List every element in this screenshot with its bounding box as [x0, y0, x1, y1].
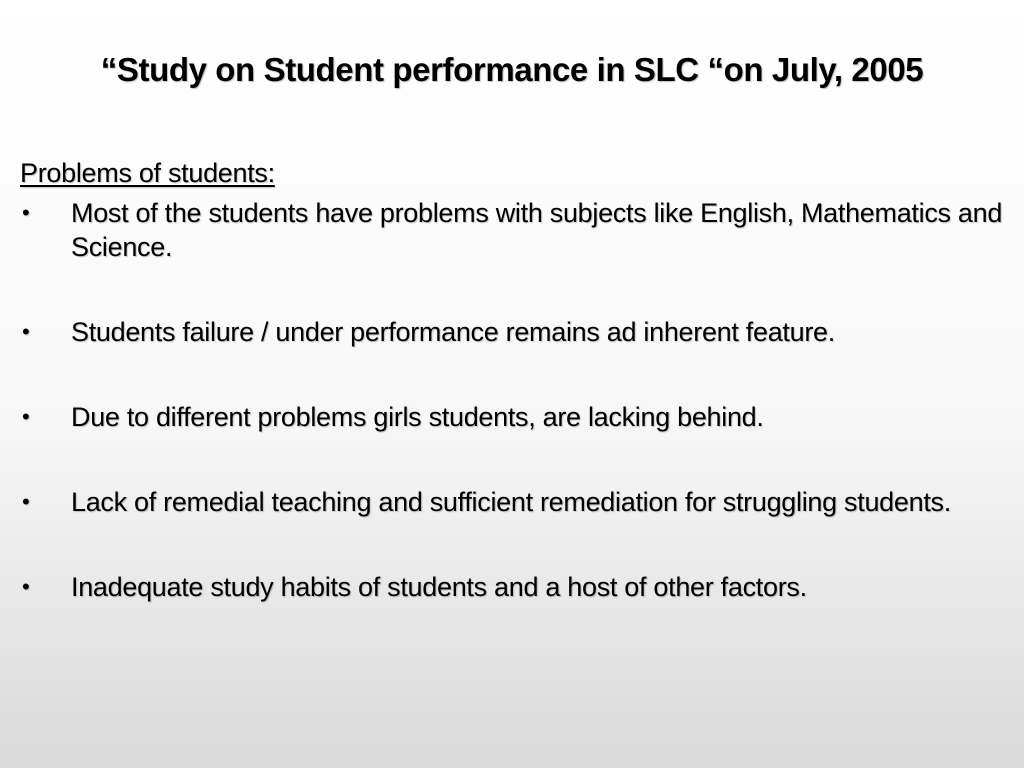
bullet-item: [20, 196, 1005, 264]
bullet-item: [20, 485, 1005, 519]
slide-content: [20, 152, 1005, 604]
bullet-text: Due to different problems girls students, are lacking behind.: [71, 402, 764, 432]
bullet-text: Lack of remedial teaching and sufficient remediation for struggling students.: [71, 487, 951, 517]
bullet-icon: •: [22, 200, 30, 225]
bullet-item: [20, 315, 1005, 349]
bullet-icon: •: [22, 319, 30, 344]
bullet-item: [20, 400, 1005, 434]
bullet-icon: •: [22, 404, 30, 429]
slide-title: “Study on Student performance in SLC “on July, 2005: [100, 51, 924, 88]
bullet-item: [20, 570, 1005, 604]
bullet-icon: •: [22, 489, 30, 514]
bullet-icon: •: [22, 574, 30, 599]
bullet-text: Inadequate study habits of students and a host of other factors.: [71, 572, 807, 602]
bullet-text: Students failure / under performance remains ad inherent feature.: [71, 317, 835, 347]
section-heading: Problems of students:: [20, 158, 275, 188]
bullet-list: [20, 196, 1005, 604]
bullet-text: Most of the students have problems with subjects like English, Mathematics and Science.: [71, 198, 1003, 262]
